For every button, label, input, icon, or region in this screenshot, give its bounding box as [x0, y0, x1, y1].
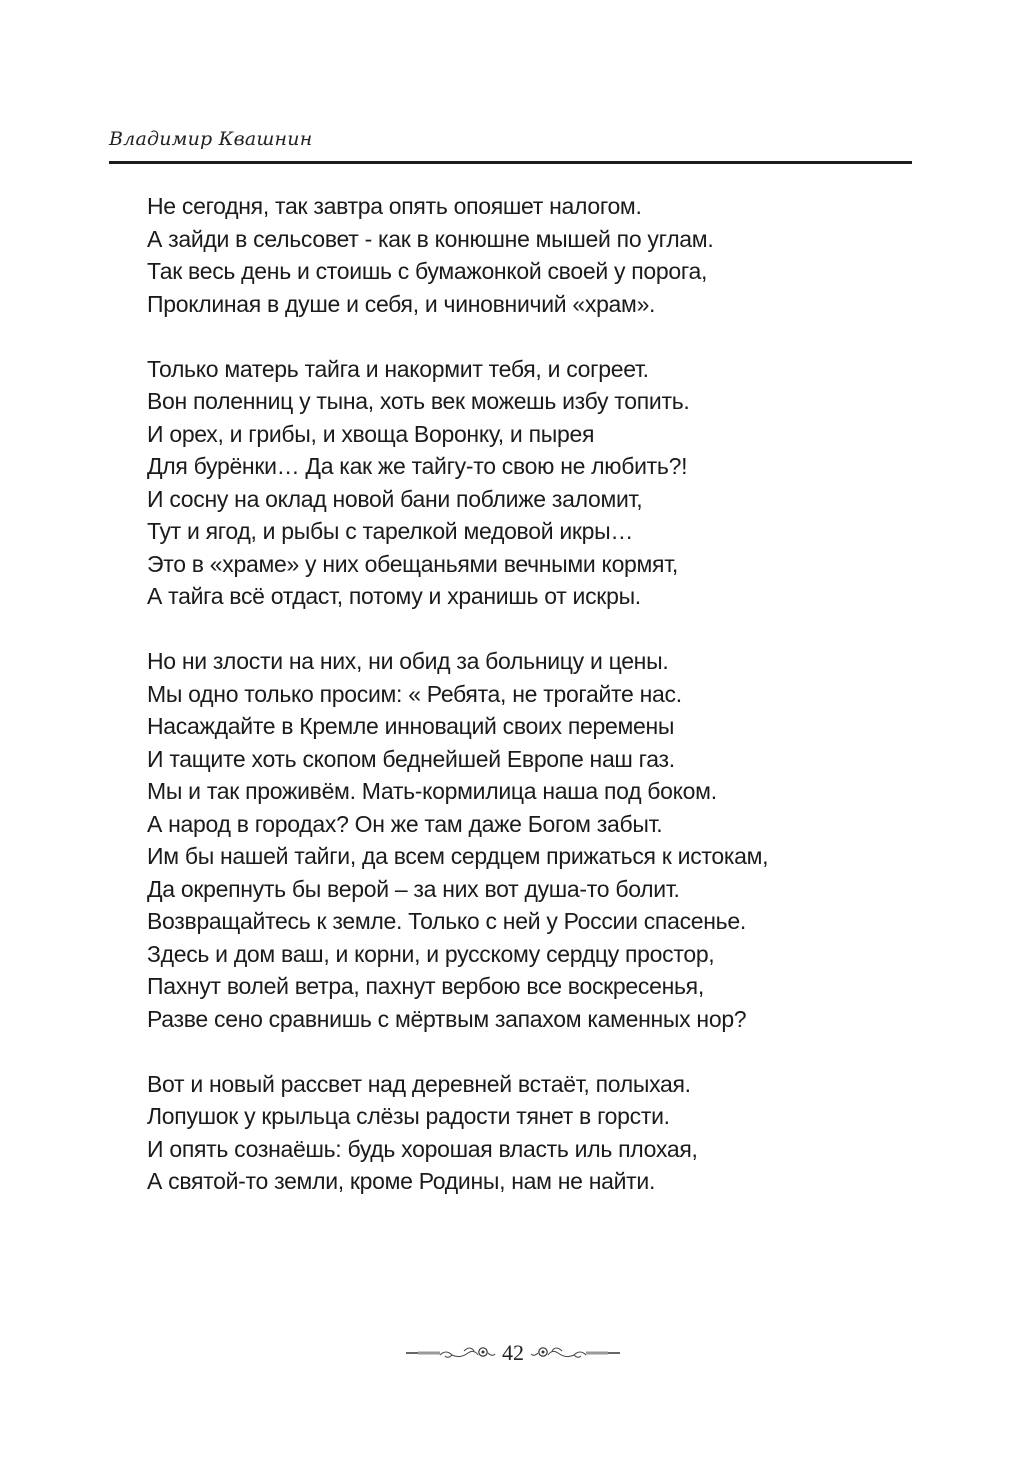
poem-line: Возвращайтесь к земле. Только с ней у России спасенье.	[147, 908, 746, 934]
poem-line: Для бурёнки… Да как же тайгу-то свою не любить?!	[147, 453, 688, 479]
stanza-2	[147, 353, 907, 613]
floral-flourish-icon	[530, 1343, 622, 1363]
poem-line: Лопушок у крыльца слёзы радости тянет в горсти.	[147, 1103, 670, 1129]
poem-body	[147, 190, 907, 1198]
poem-line: Мы одно только просим: « Ребята, не трогайте нас.	[147, 680, 682, 707]
poem-line: Им бы нашей тайги, да всем сердцем прижаться к истокам,	[147, 843, 769, 869]
poem-line: А народ в городах? Он же там даже Богом забыт.	[147, 810, 663, 837]
floral-flourish-icon	[404, 1343, 496, 1363]
stanza-4	[147, 1068, 907, 1198]
poem-line: И орех, и грибы, и хвоща Воронку, и пырея	[147, 420, 595, 447]
poem-line: Вот и новый рассвет над деревней встаёт, полыхая.	[147, 1070, 691, 1097]
poem-line: А зайди в сельсовет - как в конюшне мышей по углам.	[147, 225, 714, 252]
poem-line: Пахнут волей ветра, пахнут вербою все воскресенья,	[147, 973, 704, 999]
poem-line: Да окрепнуть бы верой – за них вот душа-то болит.	[147, 875, 680, 902]
poem-line: И опять сознаёшь: будь хорошая власть иль плохая,	[147, 1135, 698, 1162]
poem-line: А тайга всё отдаст, потому и хранишь от искры.	[147, 583, 641, 609]
poem-line: Вон поленниц у тына, хоть век можешь избу топить.	[147, 388, 690, 414]
poem-line: Так весь день и стоишь с бумажонкой своей у порога,	[147, 258, 708, 284]
page-number: 42	[502, 1340, 524, 1365]
poem-line: И сосну на оклад новой бани поближе заломит,	[147, 485, 643, 512]
poem-line: Здесь и дом ваш, и корни, и русскому сердцу простор,	[147, 940, 715, 967]
poem-line: И тащите хоть скопом беднейшей Европе наш газ.	[147, 745, 675, 772]
poem-line: А святой-то земли, кроме Родины, нам не найти.	[147, 1168, 656, 1194]
poem-line: Тут и ягод, и рыбы с тарелкой медовой икры…	[147, 518, 634, 544]
poem-line: Только матерь тайга и накормит тебя, и согреет.	[147, 355, 649, 382]
poem-line: Мы и так проживём. Мать-кормилица наша под боком.	[147, 778, 717, 804]
page-footer	[400, 1338, 626, 1368]
stanza-1	[147, 190, 907, 320]
poem-line: Но ни злости на них, ни обид за больницу и цены.	[147, 648, 669, 674]
stanza-3	[147, 645, 907, 1035]
poem-line: Не сегодня, так завтра опять опояшет налогом.	[147, 193, 642, 219]
poem-line: Насаждайте в Кремле инноваций своих перемены	[147, 713, 675, 739]
header-rule	[109, 161, 912, 164]
poem-line: Это в «храме» у них обещаньями вечными кормят,	[147, 550, 678, 577]
running-header-author: Владимир Квашнин	[109, 128, 313, 150]
poem-line: Разве сено сравнишь с мёртвым запахом каменных нор?	[147, 1005, 747, 1032]
poem-line: Проклиная в душе и себя, и чиновничий «храм».	[147, 290, 656, 317]
